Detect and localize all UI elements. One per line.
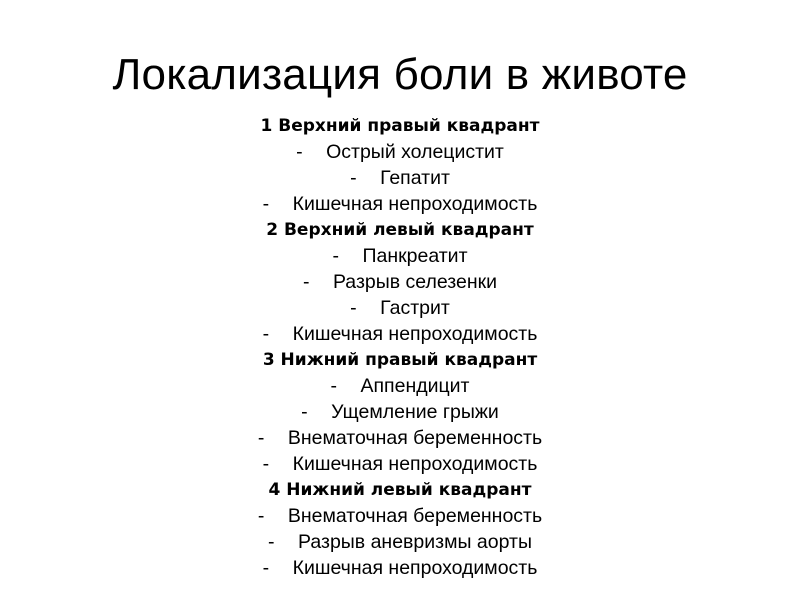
list-item	[0, 165, 800, 191]
bullet-dash: -	[296, 141, 303, 163]
list-item	[0, 243, 800, 269]
list-item-text: Внематочная беременность	[287, 505, 543, 527]
section-heading-3: 3 Нижний правый квадрант	[262, 350, 538, 370]
list-item-text: Гепатит	[380, 167, 450, 189]
list-item	[0, 399, 800, 425]
list-item-text: Внематочная беременность	[287, 427, 543, 449]
list-item-text: Ущемление грыжи	[331, 401, 499, 423]
bullet-dash: -	[262, 193, 270, 215]
list-item-text: Аппендицит	[360, 375, 470, 397]
list-item-text: Кишечная непроходимость	[292, 193, 538, 215]
list-item	[0, 529, 800, 555]
list-item-text: Разрыв аневризмы аорты	[298, 531, 532, 553]
bullet-dash: -	[257, 427, 265, 449]
list-item	[0, 451, 800, 477]
list-item	[0, 295, 800, 321]
list-item-text: Кишечная непроходимость	[292, 557, 538, 579]
list-item	[0, 269, 800, 295]
list-item	[0, 373, 800, 399]
list-item	[0, 425, 800, 451]
quadrant-list	[0, 113, 800, 581]
list-item	[0, 503, 800, 529]
section-heading-4: 4 Нижний левый квадрант	[268, 480, 532, 500]
bullet-dash: -	[262, 453, 270, 475]
list-item-text: Кишечная непроходимость	[292, 323, 538, 345]
section-heading-2: 2 Верхний левый квадрант	[266, 220, 534, 240]
bullet-dash: -	[301, 401, 308, 423]
list-item	[0, 139, 800, 165]
bullet-dash: -	[302, 271, 310, 293]
bullet-dash: -	[332, 245, 339, 267]
list-item	[0, 555, 800, 581]
bullet-dash: -	[350, 297, 357, 319]
list-item-text: Кишечная непроходимость	[292, 453, 538, 475]
slide-title: Локализация боли в животе	[112, 50, 688, 99]
list-item-text: Острый холецистит	[326, 141, 504, 163]
bullet-dash: -	[262, 323, 270, 345]
bullet-dash: -	[350, 167, 357, 189]
bullet-dash: -	[262, 557, 270, 579]
bullet-dash: -	[257, 505, 265, 527]
list-item	[0, 191, 800, 217]
bullet-dash: -	[330, 375, 337, 397]
list-item	[0, 321, 800, 347]
list-item-text: Панкреатит	[362, 245, 468, 267]
list-item-text: Разрыв селезенки	[332, 271, 498, 293]
bullet-dash: -	[268, 531, 275, 553]
section-heading-1: 1 Верхний правый квадрант	[260, 116, 540, 136]
list-item-text: Гастрит	[380, 297, 450, 319]
